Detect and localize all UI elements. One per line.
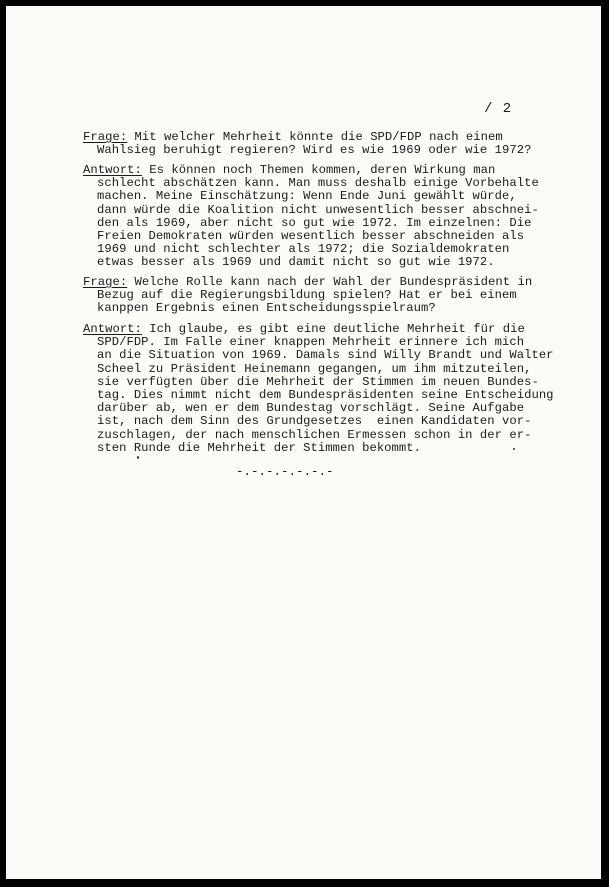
text-line: an die Situation von 1969. Damals sind Willy Brandt und Walter: [97, 348, 554, 363]
text-line: etwas besser als 1969 und damit nicht so gut wie 1972.: [97, 255, 495, 270]
question-block-1: [83, 131, 553, 157]
text-line: dann würde die Koalition nicht unwesentlich besser abschnei-: [97, 202, 539, 217]
text-line: Welche Rolle kann nach der Wahl der Bundespräsident in: [127, 275, 533, 289]
text-line: ist, nach dem Sinn des Grundgesetzes einen Kandidaten vor-: [97, 414, 532, 429]
separator-line: -.-.-.-.-.-.-: [236, 465, 334, 479]
text-line: zuschlagen, der nach menschlichen Ermessen schon in der er-: [97, 427, 532, 442]
text-line: schlecht abschätzen kann. Man muss deshalb einige Vorbehalte: [97, 176, 539, 191]
text-line: kanppen Ergebnis einen Entscheidungsspielraum?: [97, 301, 436, 316]
text-line: Ich glaube, es gibt eine deutliche Mehrheit für die: [141, 322, 525, 336]
scan-speck: [137, 456, 139, 459]
text-line: Bezug auf die Regierungsbildung spielen? Hat er bei einem: [97, 288, 517, 303]
page-number: / 2: [484, 101, 513, 117]
text-line: SPD/FDP. Im Falle einer knappen Mehrheit erinnere ich mich: [97, 335, 525, 350]
text-line: 1969 und nicht schlechter als 1972; die Sozialdemokraten: [97, 242, 510, 257]
answer-label: Antwort:: [83, 322, 142, 336]
answer-label: Antwort:: [83, 163, 142, 177]
text-line: Mit welcher Mehrheit könnte die SPD/FDP nach einem: [127, 130, 503, 144]
answer-block-2: [83, 323, 553, 455]
scan-speck: [513, 448, 515, 450]
text-line: darüber ab, wen er dem Bundestag vorschlägt. Seine Aufgabe: [97, 401, 525, 416]
text-line: Freien Demokraten würden wesentlich besser abschneiden als: [97, 229, 525, 244]
text-line: sten Runde die Mehrheit der Stimmen bekommt.: [97, 440, 422, 455]
answer-block-1: [83, 164, 553, 270]
text-line: tag. Dies nimmt nicht dem Bundespräsidenten seine Entscheidung: [97, 388, 554, 403]
text-line: Scheel zu Präsident Heinemann gegangen, um ihm mitzuteilen,: [97, 361, 532, 376]
text-line: Wahlsieg beruhigt regieren? Wird es wie 1969 oder wie 1972?: [97, 143, 532, 158]
document-page: [6, 6, 601, 879]
question-label: Frage:: [83, 130, 128, 144]
text-line: sie verfügten über die Mehrheit der Stimmen im neuen Bundes-: [97, 374, 539, 389]
text-line: Es können noch Themen kommen, deren Wirkung man: [141, 163, 496, 177]
question-label: Frage:: [83, 275, 128, 289]
question-block-2: [83, 276, 553, 316]
text-line: machen. Meine Einschätzung: Wenn Ende Juni gewählt würde,: [97, 189, 517, 204]
text-line: den als 1969, aber nicht so gut wie 1972. Im einzelnen: Die: [97, 215, 532, 230]
